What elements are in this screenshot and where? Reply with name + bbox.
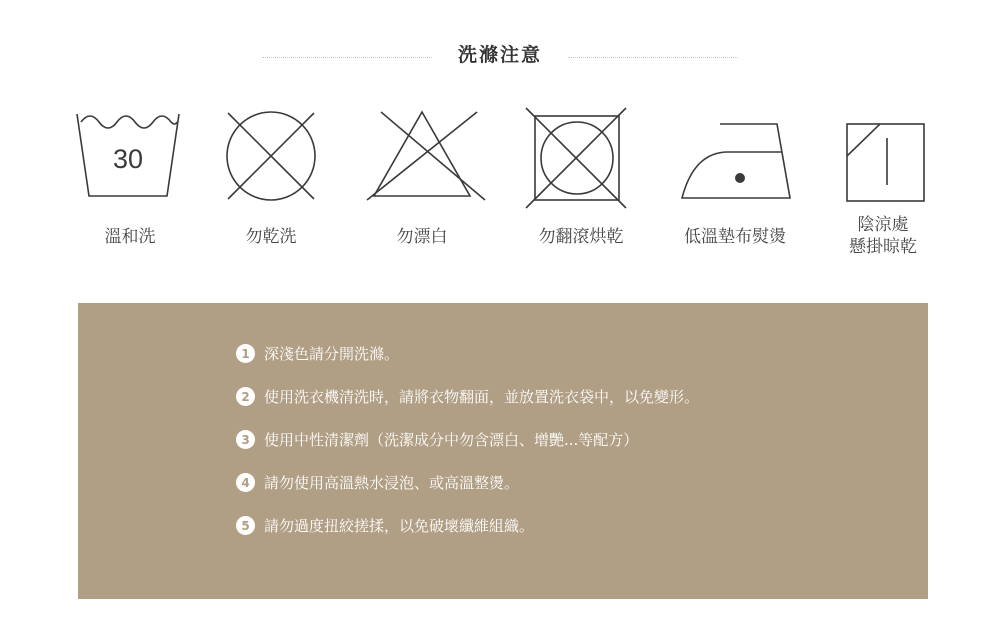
care-label-no-dry-clean: 勿乾洗 [245, 227, 297, 247]
do-not-tumble-dry-icon [526, 108, 636, 208]
care-label-no-tumble-dry: 勿翻滾烘乾 [538, 227, 624, 247]
care-label-no-bleach: 勿漂白 [396, 227, 448, 247]
care-label-gentle-wash: 溫和洗 [104, 227, 156, 247]
dotted-divider-left [262, 57, 432, 58]
note-number-badge: 4 [236, 473, 255, 492]
list-item [236, 472, 916, 493]
list-item [236, 343, 916, 364]
section-header [0, 40, 1000, 72]
list-item [236, 429, 916, 450]
do-not-dry-clean-icon [216, 108, 326, 208]
care-item-no-bleach [347, 108, 487, 268]
page-title: 洗滌注意 [457, 44, 542, 66]
dotted-divider-right [568, 57, 738, 58]
note-text: 請勿使用高溫熱水浸泡、或高溫整燙。 [264, 474, 520, 492]
note-number-badge: 3 [236, 430, 255, 449]
note-text: 使用洗衣機清洗時，請將衣物翻面，並放置洗衣袋中，以免變形。 [264, 388, 700, 406]
list-item [236, 515, 916, 536]
care-label-low-iron: 低溫墊布熨燙 [684, 227, 786, 247]
care-item-no-tumble-dry [506, 108, 646, 268]
note-number-badge: 2 [236, 387, 255, 406]
note-text: 深淺色請分開洗滌。 [264, 345, 400, 363]
note-number-badge: 1 [236, 344, 255, 363]
list-item [236, 386, 916, 407]
note-text: 使用中性清潔劑（洗潔成分中勿含漂白、增艷...等配方） [264, 431, 639, 449]
care-notes-panel [78, 303, 928, 599]
care-label-shade-dry-line1: 陰涼處 [857, 215, 909, 235]
care-icons-row [0, 108, 1000, 268]
note-number-badge: 5 [236, 516, 255, 535]
care-item-low-iron [660, 108, 800, 268]
wash-30-icon [75, 108, 185, 208]
note-text: 請勿過度扭絞搓揉，以免破壞纖維組織。 [264, 517, 535, 535]
care-notes-list [236, 343, 916, 558]
line-dry-shade-icon [828, 108, 938, 208]
care-item-gentle-wash [55, 108, 195, 268]
care-label-shade-dry [808, 214, 958, 258]
care-item-no-dry-clean [196, 108, 336, 268]
care-label-shade-dry-line2: 懸掛晾乾 [849, 237, 917, 257]
iron-low-icon [680, 108, 790, 208]
wash-temperature: 30 [112, 144, 144, 174]
do-not-bleach-icon [367, 108, 477, 208]
care-item-shade-dry [808, 108, 948, 268]
